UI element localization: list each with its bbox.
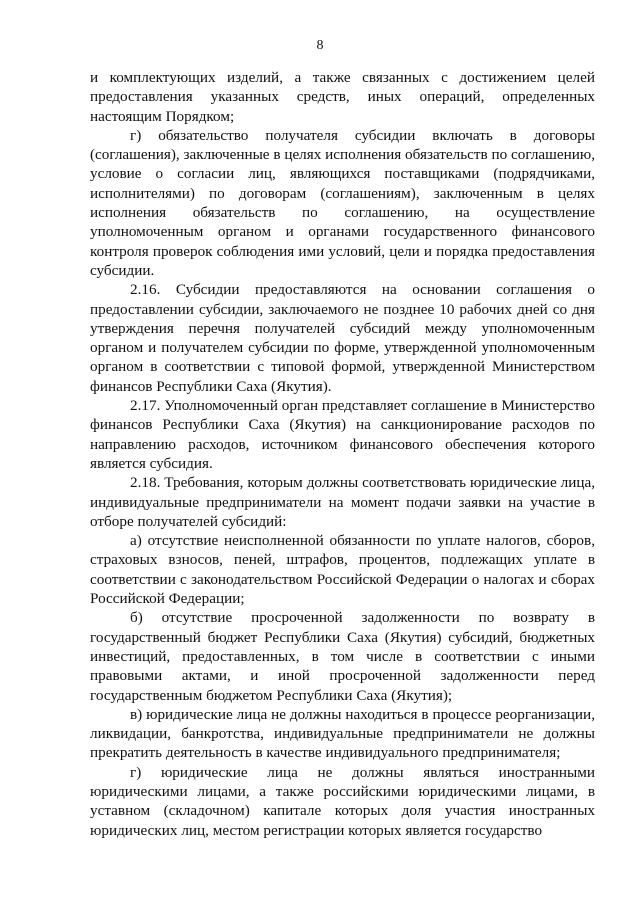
page-number: 8 <box>316 38 324 53</box>
paragraph-item-g-obligation: г) обязательство получателя субсидии включать в договоры (соглашения), заключенные в целях исполнения обязательств по соглашению, условие о согласии лиц, являющихся поставщиками (подрядчиками, исполнителями) по договорам (соглашениям), заключенным в целях исполнения обязательств по соглашению, на осуществление уполномоченным органом и органами государственного финансового контроля проверок соблюдения ими условий, цели и порядка предоставления субсидии. <box>90 126 595 279</box>
paragraph-item-a: а) отсутствие неисполненной обязанности по уплате налогов, сборов, страховых взносов, пеней, штрафов, процентов, подлежащих уплате в соответствии с законодательством Российской Федерации о налогах и сборах Российской Федерации; <box>90 532 595 608</box>
paragraph-2-18: 2.18. Требования, которым должны соответствовать юридические лица, индивидуальные предприниматели на момент подачи заявки на участие в отборе получателей субсидий: <box>90 474 595 530</box>
paragraph-item-g-foreign: г) юридические лица не должны являться иностранными юридическими лицами, а также российскими юридическими лицами, в уставном (складочном) капитале которых доля участия иностранных юридических лиц, местом регистрации которых является государство <box>90 763 595 839</box>
paragraph-item-v: в) юридические лица не должны находиться в процессе реорганизации, ликвидации, банкротства, индивидуальные предприниматели не должны прекратить деятельность в качестве индивидуального предпринимателя; <box>90 705 595 762</box>
paragraph-continuation: и комплектующих изделий, а также связанных с достижением целей предоставления указанных средств, иных операций, определенных настоящим Порядком; <box>90 69 595 125</box>
paragraph-item-b: б) отсутствие просроченной задолженности по возврату в государственный бюджет Республики Саха (Якутия) субсидий, бюджетных инвестиций, предоставленных, в том числе в соответствии с иными правовыми актами, и иной просроченной задолженности перед государственным бюджетом Республики Саха (Якутия); <box>90 609 595 704</box>
paragraph-2-17: 2.17. Уполномоченный орган представляет соглашение в Министерство финансов Республики Саха (Якутия) на санкционирование расходов по направлению расходов, источником финансового обеспечения которого является субсидия. <box>90 397 595 472</box>
paragraph-2-16: 2.16. Субсидии предоставляются на основании соглашения о предоставлении субсидии, заключаемого не позднее 10 рабочих дней со дня утверждения перечня получателей субсидий между уполномоченным органом и получателем субсидии по форме, утвержденной уполномоченным органом в соответствии с типовой формой, утвержденной Министерством финансов Республики Саха (Якутия). <box>90 281 595 395</box>
document-body <box>90 68 595 840</box>
